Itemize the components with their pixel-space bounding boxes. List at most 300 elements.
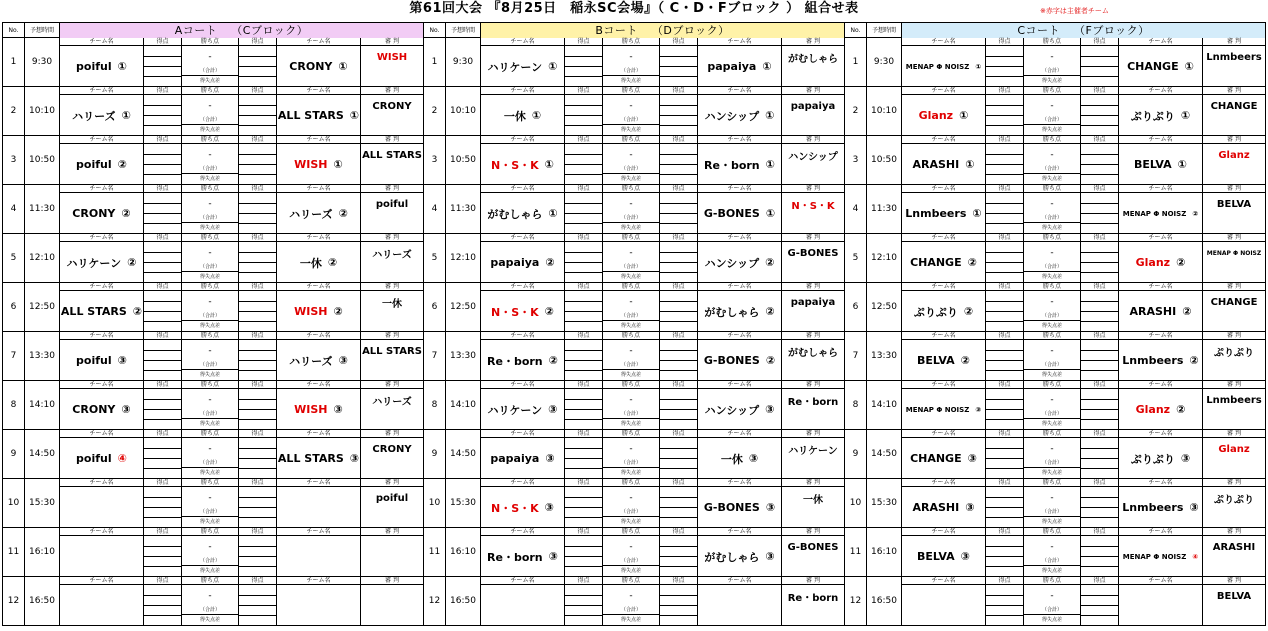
team-cell [481,381,565,429]
score-line [1081,67,1118,77]
points-box [603,488,659,517]
team-name [279,145,358,184]
score-line [660,400,697,410]
total-label: （合計） [1041,558,1062,564]
team-cell [277,577,361,625]
score-line [660,498,697,508]
match-number: ③ [548,550,558,563]
sub-label: 勝ち点 [182,528,238,536]
score-lines [565,194,602,233]
score-label: 得点 [565,528,602,536]
team-name [904,243,983,282]
score-line [565,145,602,155]
team-label: チーム名 [698,87,781,95]
score-line [986,361,1023,371]
sub-label: 勝ち点 [603,577,659,585]
dash: - [208,493,212,503]
team-name-text: Re・born [704,158,760,172]
team-name [1121,390,1200,429]
match-time: 15:30 [25,479,60,527]
match-no: 9 [845,430,867,478]
team-name-text: CRONY [72,207,116,220]
team-name [279,47,358,86]
score-line [1081,302,1118,312]
dash: - [1050,395,1054,405]
team-cell [902,283,986,331]
match-number: ② [967,256,977,269]
team-name [279,243,358,282]
goal-diff-label: 得失点差 [620,274,641,280]
score-label: 得点 [144,577,181,585]
match-time: 11:30 [25,185,60,233]
score-lines [565,145,602,184]
score-line [660,194,697,204]
score-line [565,449,602,459]
goal-diff-label: 得失点差 [620,421,641,427]
score-lines [565,96,602,135]
score-line [144,341,181,351]
score-line [1081,312,1118,322]
score-lines [239,96,276,135]
ref-cell [1203,577,1265,625]
match-time: 10:10 [867,87,902,135]
score-line [986,67,1023,77]
total-label: （合計） [620,68,641,74]
match-time: 9:30 [446,38,481,86]
ref-label: 審 判 [361,136,423,144]
match-no: 9 [424,430,446,478]
goal-diff-label: 得失点差 [620,78,641,84]
referee-team: Glanz [1218,443,1250,455]
score-line [565,243,602,253]
score-lines [986,194,1023,233]
score-lines [1081,194,1118,233]
team-name-text: CHANGE [910,256,962,269]
score-line [660,165,697,175]
score-line [1081,400,1118,410]
match-number: ③ [975,405,982,414]
match-no: 7 [424,332,446,380]
score-cell [144,381,182,429]
total-label: （合計） [199,313,220,319]
score-line [144,488,181,498]
score-label: 得点 [565,479,602,487]
referee-team: G-BONES [787,247,839,259]
score-line [239,449,276,459]
match-no: 1 [424,38,446,86]
referee-team: G-BONES [787,541,839,553]
team-cell [1119,136,1203,184]
referee-team: ハリーズ [372,249,412,261]
ref-cell [782,87,844,135]
mid-cell [603,38,660,86]
total-label: （合計） [620,509,641,515]
match-row [3,136,423,185]
team-label: チーム名 [277,136,360,144]
dash: - [1050,444,1054,454]
team-name [1121,47,1200,86]
match-number: ③ [544,501,554,514]
ref-cell [361,38,423,86]
ref-label: 審 判 [782,430,844,438]
score-line [660,155,697,165]
match-no: 12 [3,577,25,625]
match-no: 1 [3,38,25,86]
total-label: （合計） [199,558,220,564]
score-cell [660,528,698,576]
score-cell [986,479,1024,527]
match-row [3,234,423,283]
total-label: （合計） [199,264,220,270]
match-number: ② [333,305,343,318]
score-line [144,67,181,77]
score-line [239,537,276,547]
score-line [144,155,181,165]
referee-team: ぷりぷり [1214,347,1254,359]
mid-cell [1024,234,1081,282]
score-cell [239,185,277,233]
mid-cell [182,185,239,233]
match-number: ① [531,109,542,122]
team-cell [60,87,144,135]
match-number: ② [1189,354,1199,367]
match-no: 10 [845,479,867,527]
dash: - [1050,199,1054,209]
score-line [239,292,276,302]
ref-cell [361,283,423,331]
score-label: 得点 [565,332,602,340]
score-cell [239,136,277,184]
team-label: チーム名 [1119,185,1202,193]
score-label: 得点 [144,332,181,340]
points-box [603,586,659,615]
score-lines [144,194,181,233]
score-line [986,449,1023,459]
mid-cell [182,332,239,380]
referee-team: Lnmbeers [1206,51,1262,63]
team-name [279,586,358,625]
score-cell [986,332,1024,380]
score-line [239,606,276,616]
total-label: （合計） [199,117,220,123]
ref-label: 審 判 [1203,38,1265,46]
goal-diff-label: 得失点差 [620,568,641,574]
team-name-text: papaiya [490,452,540,465]
team-name-text: MENAP Φ NOISZ [905,62,970,71]
total-label: （合計） [199,460,220,466]
score-lines [144,537,181,576]
ref-cell [1203,87,1265,135]
score-line [144,302,181,312]
score-cell [565,577,603,625]
total-label: （合計） [199,166,220,172]
sub-label: 勝ち点 [182,38,238,46]
team-label: チーム名 [277,430,360,438]
score-line [986,557,1023,567]
score-label: 得点 [986,528,1023,536]
score-cell [1081,234,1119,282]
score-label: 得点 [660,332,697,340]
dash: - [629,542,633,552]
team-cell [277,38,361,86]
score-line [239,155,276,165]
match-no: 7 [3,332,25,380]
score-line [660,116,697,126]
referee-team: 一休 [382,298,402,310]
score-cell [660,381,698,429]
match-no: 3 [3,136,25,184]
score-line [144,410,181,420]
match-number: ② [765,354,776,367]
match-number: ③ [548,403,558,416]
sub-label: 勝ち点 [603,38,659,46]
score-label: 得点 [144,87,181,95]
points-box [1024,341,1080,370]
score-line [144,145,181,155]
team-name-text: ALL STARS [277,452,344,465]
team-cell [277,136,361,184]
score-lines [986,439,1023,478]
team-name-text: ハリケーン [487,403,543,417]
score-line [144,106,181,116]
score-line [660,586,697,596]
score-cell [144,38,182,86]
match-number: ① [544,158,554,171]
score-lines [144,96,181,135]
mid-cell [603,430,660,478]
ref-label: 審 判 [782,87,844,95]
score-cell [239,528,277,576]
match-number: ① [765,109,775,122]
team-cell [698,283,782,331]
score-cell [239,87,277,135]
points-box [182,292,238,321]
ref-label: 審 判 [1203,430,1265,438]
match-number: ③ [765,550,775,563]
score-line [144,165,181,175]
team-name [700,96,779,135]
score-line [986,547,1023,557]
team-cell [902,234,986,282]
match-row [3,185,423,234]
score-cell [144,234,182,282]
team-label: チーム名 [1119,283,1202,291]
team-label: チーム名 [698,38,781,46]
team-name [904,194,983,233]
team-label: チーム名 [902,528,985,536]
score-line [1081,145,1118,155]
team-label: チーム名 [277,234,360,242]
score-line [986,57,1023,67]
ref-cell [361,430,423,478]
score-lines [986,47,1023,86]
mid-cell [603,577,660,625]
match-row [845,577,1265,626]
team-label: チーム名 [60,381,143,389]
team-name [279,390,358,429]
score-cell [986,430,1024,478]
team-cell [60,332,144,380]
team-label: チーム名 [902,479,985,487]
team-cell [481,136,565,184]
match-time: 16:50 [446,577,481,625]
goal-diff-label: 得失点差 [199,617,220,623]
score-line [660,253,697,263]
score-line [1081,508,1118,518]
score-line [144,292,181,302]
team-label: チーム名 [481,283,564,291]
score-line [144,596,181,606]
score-cell [565,283,603,331]
match-time: 10:10 [25,87,60,135]
score-cell [239,430,277,478]
score-line [986,488,1023,498]
team-cell [60,136,144,184]
score-label: 得点 [660,136,697,144]
team-name [904,47,983,86]
total-label: （合計） [1041,509,1062,515]
score-line [986,165,1023,175]
score-line [239,67,276,77]
score-label: 得点 [144,234,181,242]
team-cell [481,38,565,86]
match-time: 9:30 [867,38,902,86]
team-cell [698,528,782,576]
match-no: 11 [845,528,867,576]
points-box [1024,96,1080,125]
score-label: 得点 [1081,430,1118,438]
goal-diff-label: 得失点差 [620,323,641,329]
match-number: ③ [765,403,775,416]
match-number: ② [960,354,970,367]
match-no: 4 [3,185,25,233]
header-no: No. [424,23,446,38]
header-no: No. [3,23,25,38]
score-label: 得点 [986,332,1023,340]
score-line [986,606,1023,616]
team-label: チーム名 [277,87,360,95]
match-number: ① [959,109,969,122]
match-row [424,479,844,528]
match-number: ③ [545,452,555,465]
team-cell [902,332,986,380]
team-cell [902,87,986,135]
dash: - [208,248,212,258]
score-lines [1081,292,1118,331]
score-line [565,498,602,508]
dash: - [208,346,212,356]
dash: - [1050,52,1054,62]
goal-diff-label: 得失点差 [199,176,220,182]
match-time: 10:50 [446,136,481,184]
team-name [700,243,779,282]
score-line [239,498,276,508]
match-number: ③ [333,403,343,416]
score-line [239,243,276,253]
team-cell [277,185,361,233]
total-label: （合計） [1041,68,1062,74]
match-no: 2 [845,87,867,135]
mid-cell [1024,381,1081,429]
dash: - [1050,493,1054,503]
score-label: 得点 [239,577,276,585]
team-name-text: ARASHI [1129,305,1177,318]
score-line [660,302,697,312]
team-label: チーム名 [60,185,143,193]
score-line [565,537,602,547]
goal-diff-label: 得失点差 [1041,372,1062,378]
points-box [603,341,659,370]
score-cell [986,381,1024,429]
match-time: 11:30 [446,185,481,233]
score-cell [565,87,603,135]
team-cell [277,283,361,331]
team-name [62,145,141,184]
score-line [1081,390,1118,400]
score-lines [144,488,181,527]
match-time: 14:10 [446,381,481,429]
mid-cell [182,479,239,527]
score-line [565,106,602,116]
match-number: ③ [965,501,975,514]
score-line [660,547,697,557]
team-label: チーム名 [698,185,781,193]
goal-diff-label: 得失点差 [1041,274,1062,280]
team-name-text: N・S・K [491,305,539,319]
team-label: チーム名 [902,430,985,438]
score-line [144,557,181,567]
sub-label: 勝ち点 [603,136,659,144]
match-no: 3 [424,136,446,184]
match-number: ② [545,256,555,269]
score-lines [660,194,697,233]
mid-cell [182,87,239,135]
match-time: 16:50 [25,577,60,625]
team-cell [277,430,361,478]
team-cell [277,87,361,135]
team-cell [698,479,782,527]
score-line [1081,47,1118,57]
team-name [1121,586,1200,625]
total-label: （合計） [199,607,220,613]
team-name-text: ぷりぷり [913,305,958,319]
team-label: チーム名 [698,234,781,242]
team-cell [902,430,986,478]
score-lines [986,586,1023,625]
score-line [239,145,276,155]
team-name [904,586,983,625]
ref-cell [361,87,423,135]
score-cell [660,38,698,86]
score-line [986,351,1023,361]
dash: - [208,150,212,160]
score-lines [986,341,1023,380]
score-line [660,439,697,449]
match-no: 2 [424,87,446,135]
team-label: チーム名 [902,234,985,242]
team-name [904,96,983,135]
team-label: チーム名 [1119,479,1202,487]
match-time: 10:50 [867,136,902,184]
goal-diff-label: 得失点差 [199,421,220,427]
team-name-text: CHANGE [1127,60,1179,73]
score-line [986,194,1023,204]
team-label: チーム名 [698,479,781,487]
score-label: 得点 [660,185,697,193]
ref-label: 審 判 [782,479,844,487]
score-lines [660,390,697,429]
team-cell [902,185,986,233]
